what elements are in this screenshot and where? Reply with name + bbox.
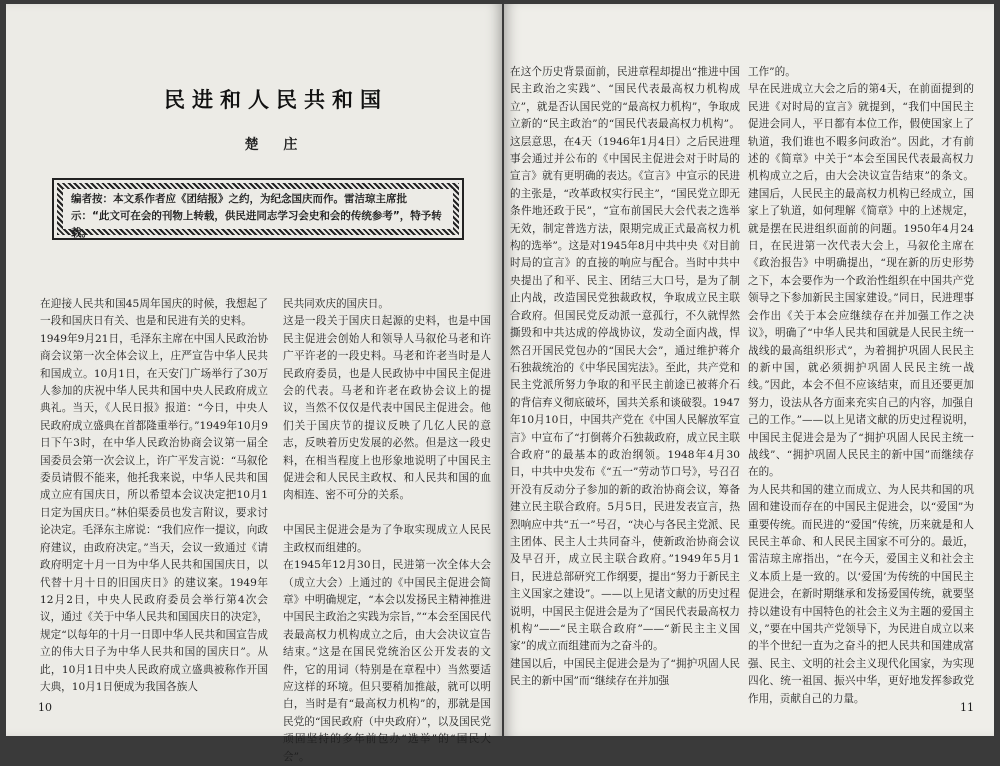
right-column-2: 工作”的。 早在民进成立大会之后的第4天，在前面提到的民进《对时局的宣言》就提到，“我们中国民主促进会同人，平日都有本位工作，假使国家上了轨道，我们谁也不暇多问政治”。因此，才有前述的《简章》中关于“本会至国民代表最高权力机构成立之后，由大会决议宣告结束”的条文。建国后，人民民主的最高权力机构已经成立，国家上了轨道，如何理解《简章》中的上述规定，就是摆在民进组织面前的问题。1950年4月24日，在民进第一次代表大会上，马叙伦主席在《政治报告》中明确提出，“现在新的历史形势之下，本会要作为一个政治性组织在中国共产党领导之下参加新民主国家建设。”同日，民进理事会作出《关于本会应继续存在并加强工作之决议》，明确了“中华人民共和国就是人民民主统一战线的最高组织形式”，为着拥护巩固人民民主的新中国，就必须拥护巩固人民民主统一战线。”因此，本会不但不应该结束，而且还要更加努力，设法从各方面来充实自己的内容，加强自己的工作。”——以上见诸文献的历史过程说明，中国民主促进会是为了“拥护巩固人民民主统一战线”、“拥护巩固人民民主的新中国”而继续存在的。 为人民共和国的建立而成立、为人民共和国的巩固和建设而存在的中国民主促进会，以“爱国”为重要传统。而民进的“爱国”传统，历来就是和人民民主革命、和人民民主国家不可分的。最近，雷洁琼主席指出，“在今天，爱国主义和社会主义本质上是一致的。以‘爱国’为传统的中国民主促进会，在新时期继承和发扬爱国传统，就要坚持以建设有中国特色的社会主义为主题的爱国主义，”要在中国共产党领导下，为民进自成立以来的半个世纪一直为之奋斗的把人民共和国建成富强、民主、文明的社会主义现代化国家，为实现四化、统一祖国、振兴中华，更好地发挥参政党作用，贡献自己的力量。: [748, 66, 974, 705]
right-page: [504, 4, 994, 736]
article-title: 民进和人民共和国: [164, 87, 388, 112]
left-column-1: 在迎接人民共和国45周年国庆的时候，我想起了一段和国庆日有关、也是和民进有关的史料。 1949年9月21日，毛泽东主席在中国人民政治协商会议第一次全体会议上，庄严宣告中华人民共和国成立。10月1日，在天安门广场举行了30万人参加的庆祝中华人民共和国中央人民政府成立典礼。当天，《人民日报》报道：“今日，中央人民政府成立盛典在首都隆重举行。”1949年10月9日下午3时，在中华人民政治协商会议第一届全国委员会第一次会议上，许广平发言说：“马叙伦委员请假不能来，他托我来说，中华人民共和国成立应有国庆日，所以希望本会议决定把10月1日定为国庆日。”林伯渠委员也发言附议，要求讨论决定。毛泽东主席说：“我们应作一提议，向政府建议，由政府决定。”当天，会议一致通过《请政府明定十月一日为中华人民共和国国庆日，以代替十月十日的旧国庆日》的建议案。1949年12月2日，中央人民政府委员会举行第4次会议，通过《关于中华人民共和国国庆日的决定》，规定“以每年的十月一日即中华人民共和国宣告成立的伟大日子为中华人民共和国的国庆日”。从此，10月1日中央人民政府成立盛典被称作开国大典，10月1日便成为我国各族人: [40, 298, 268, 693]
editor-note-box: [52, 178, 464, 240]
left-page: [6, 4, 502, 763]
page-number-right: 11: [960, 701, 974, 714]
editor-note: 编者按：本文系作者应《团结报》之约，为纪念国庆而作。雷洁琼主席批示：“此文可在会的刊物上转载，供民进同志学习会史和会的传统参考”，特予转载。: [71, 193, 442, 239]
left-column-2: 民共同欢庆的国庆日。 这是一段关于国庆日起源的史料，也是中国民主促进会创始人和领导人马叙伦马老和许广平许老的一段史料。马老和许老当时是人民政府委员，也是人民政协中中国民主促进会的代表。马老和许老在政协会议上的提议，当然不仅仅是代表中国民主促进会。他们关于国庆节的提议反映了几亿人民的意志，反映着历史发展的必然。但是这一段史料，在相当程度上也形象地说明了中国民主促进会和人民民主政权、和人民共和国的血肉相连、密不可分的关系。 中国民主促进会是为了争取实现成立人民民主政权而组建的。 在1945年12月30日，民进第一次全体大会（成立大会）上通过的《中国民主促进会简章》中明确规定，“本会以发扬民主精神推进中国民主政治之实践为宗旨，”“本会至国民代表最高权力机构成立之后，由大会决议宣告结束。”这是在国民党统治区公开发表的文件，它的用词（特别是在章程中）当然要适应这样的环境。但只要稍加推敲，就可以明白，当时是有“最高权力机构”的，那就是国民党的“国民政府（中央政府）”，以及国民党顽固坚持的多年前包办“选举”的“国民大会”。: [283, 298, 491, 763]
author-name: 楚 庄: [244, 137, 308, 153]
page-number-left: 10: [38, 701, 52, 714]
right-column-1: 在这个历史背景面前，民进章程却提出“推进中国民主政治之实践”、“国民代表最高权力机构成立”，就是否认国民党的“最高权力机构”，争取成立新的“民主政治”的“国民代表最高权力机构”。这层意思，在4天（1946年1月4日）之后民进理事会通过并公布的《中国民主促进会对于时局的宣言》就有更明确的表达。《宣言》中宣示的民进的主张是，“改革政权实行民主”，“国民党立即无条件地还政于民”，“宣布前国民大会代表之选举无效，制定普选方法，限期完成正式最高权力机构的选举”。这是对1945年8月中共中央《对目前时局的宣言》的直接的响应与配合。当时中共中央提出了和平、民主、团结三大口号，是为了制止内战，改造国民党独裁政权，争取成立民主联合政府。但国民党反动派一意孤行，不久就悍然撕毁和中共达成的停战协议，发动全面内战，悍然召开国民党包办的“国民大会”，通过维护蒋介石独裁统治的《中华民国宪法》。至此，共产党和民主党派所努力争取的和平民主前途已被蒋介石的背信弃义彻底破坏，国共关系和谈破裂。1947年10月10日，中国共产党在《中国人民解放军宣言》中宣布了“打倒蒋介石独裁政府，成立民主联合政府”的最基本的政治纲领。1948年4月30日，中共中央发布《“五一”劳动节口号》，号召召开没有反动分子参加的新的政治协商会议，筹备建立民主联合政府。5月5日，民进发表宣言，热烈响应中共“五一”号召，“决心与各民主党派、民主团体、民主人士共同奋斗，使新政治协商会议及早召开，成立民主联合政府。”1949年5月1日，民进总部研究工作纲要，提出“努力于新民主主义国家之建设”。——以上见诸文献的历史过程说明，中国民主促进会是为了“国民代表最高权力机构”——“民主联合政府”——“新民主主义国家”的成立而组建而为之奋斗的。 建国以后，中国民主促进会是为了“拥护巩固人民民主的新中国”而“继续存在并加强: [510, 66, 740, 688]
